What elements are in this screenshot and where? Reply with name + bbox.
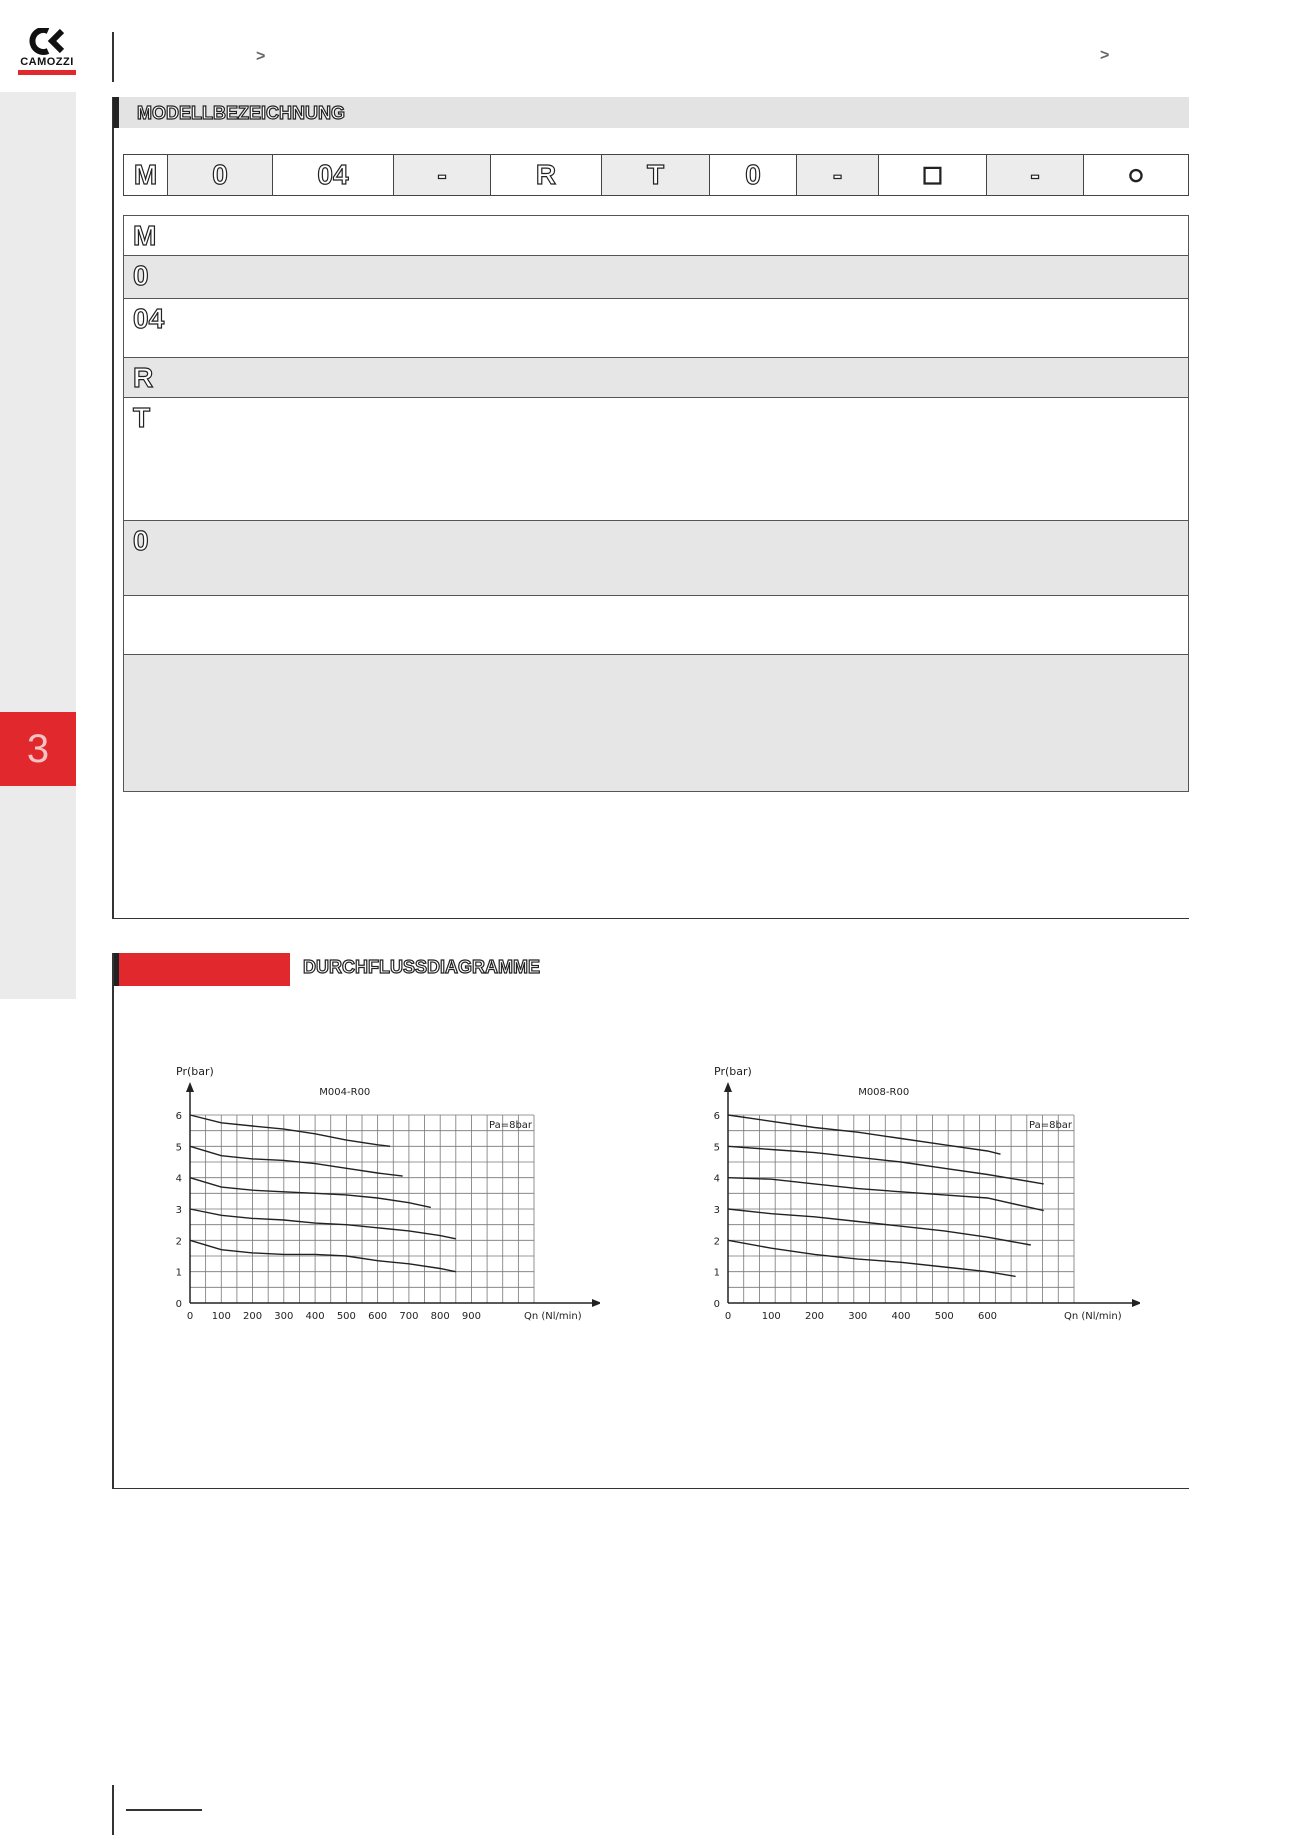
section-header-durchfluss [113, 953, 290, 986]
y-tick-label: 5 [713, 1142, 720, 1154]
row-code: 0 [133, 525, 149, 556]
series-line [728, 1209, 1031, 1245]
flow-chart-m008 [700, 1045, 1140, 1335]
x-axis-label: Qn (Nl/min) [524, 1311, 582, 1322]
footer-rule [126, 1809, 202, 1811]
y-tick-label: 5 [175, 1142, 182, 1154]
section-marker [113, 97, 119, 128]
sidebar [0, 92, 76, 999]
y-tick-label: 1 [175, 1267, 182, 1279]
table-row [124, 596, 1188, 655]
section-1-bottom-border [112, 918, 1189, 919]
y-tick-label: 4 [175, 1173, 182, 1185]
code-cell: □ [878, 155, 986, 195]
breadcrumb-chevron-right: > [1100, 47, 1110, 64]
flow-chart-m004 [160, 1045, 600, 1335]
row-code: 0 [133, 260, 149, 291]
code-cell: T [601, 155, 709, 195]
y-tick-label: 1 [713, 1267, 720, 1279]
y-tick-label: 2 [175, 1236, 182, 1248]
chart-title: M004-R00 [319, 1087, 371, 1098]
chart-annotation: Pa=8bar [489, 1120, 533, 1131]
section-1-left-border [112, 97, 114, 919]
series-line [190, 1209, 456, 1239]
x-tick-label: 500 [934, 1311, 954, 1322]
x-axis-label: Qn (Nl/min) [1064, 1311, 1122, 1322]
table-row [124, 299, 1188, 358]
series-line [190, 1178, 431, 1208]
chart-annotation: Pa=8bar [1029, 1120, 1073, 1131]
code-cell: ○ [1083, 155, 1189, 195]
section-title: MODELLBEZEICHNUNG [137, 103, 345, 123]
series-line [728, 1115, 1001, 1154]
x-tick-label: 600 [368, 1311, 388, 1322]
x-axis-arrow-icon [592, 1299, 600, 1307]
x-tick-label: 900 [461, 1311, 482, 1322]
chapter-tab[interactable] [0, 712, 76, 786]
code-cell: R [490, 155, 601, 195]
x-tick-label: 500 [336, 1311, 356, 1322]
y-tick-label: 3 [175, 1205, 182, 1216]
y-tick-label: 0 [713, 1299, 720, 1310]
section-2-left-border [112, 953, 114, 1489]
row-code: R [133, 362, 154, 393]
x-tick-label: 800 [430, 1311, 450, 1322]
code-cell: - [986, 155, 1083, 195]
breadcrumb-chevron-left: > [256, 48, 266, 65]
y-axis-label: Pr(bar) [176, 1065, 214, 1078]
table-row [124, 256, 1188, 299]
y-axis-label: Pr(bar) [714, 1065, 752, 1078]
table-row [124, 398, 1188, 521]
chapter-number: 3 [26, 726, 50, 771]
x-axis-arrow-icon [1132, 1299, 1140, 1307]
series-line [190, 1146, 403, 1176]
logo-mark-icon [14, 28, 80, 56]
series-line [728, 1240, 1016, 1276]
section-header-modellbezeichnung [113, 97, 1189, 128]
y-tick-label: 3 [713, 1205, 720, 1216]
row-code: T [133, 402, 151, 433]
x-tick-label: 700 [399, 1311, 419, 1322]
x-tick-label: 400 [891, 1311, 911, 1322]
code-cell: 0 [709, 155, 796, 195]
x-tick-label: 400 [305, 1311, 325, 1322]
table-row [124, 358, 1188, 398]
x-tick-label: 0 [186, 1311, 194, 1322]
y-tick-label: 6 [175, 1111, 182, 1122]
y-axis-arrow-icon [186, 1082, 194, 1092]
section-2-bottom-border [112, 1488, 1189, 1489]
code-cell: 04 [272, 155, 393, 195]
model-code-row [123, 154, 1189, 196]
y-tick-label: 2 [713, 1236, 720, 1248]
code-cell: 0 [167, 155, 272, 195]
y-tick-label: 0 [175, 1299, 182, 1310]
footer-divider [112, 1785, 114, 1835]
code-cell: - [796, 155, 878, 195]
model-description-table [123, 215, 1189, 792]
x-tick-label: 200 [242, 1311, 263, 1322]
x-tick-label: 200 [804, 1311, 825, 1322]
section-title-durchfluss: DURCHFLUSSDIAGRAMME [303, 957, 540, 977]
y-tick-label: 4 [713, 1173, 720, 1185]
table-row [124, 521, 1188, 596]
header-divider [112, 32, 114, 82]
table-row [124, 655, 1188, 791]
table-row [124, 216, 1188, 256]
code-cell: - [393, 155, 490, 195]
x-tick-label: 300 [274, 1311, 294, 1322]
logo-name: CAMOZZI [20, 56, 74, 68]
x-tick-label: 300 [848, 1311, 868, 1322]
camozzi-logo [14, 28, 80, 76]
x-tick-label: 0 [724, 1311, 732, 1322]
y-tick-label: 6 [713, 1111, 720, 1122]
x-tick-label: 100 [761, 1311, 781, 1322]
code-cell: M [123, 155, 167, 195]
logo-bar [18, 70, 76, 75]
y-axis-arrow-icon [724, 1082, 732, 1092]
row-code: M [133, 220, 157, 251]
x-tick-label: 600 [977, 1311, 998, 1322]
chart-title: M008-R00 [858, 1087, 910, 1098]
row-code: 04 [133, 303, 165, 334]
x-tick-label: 100 [211, 1311, 231, 1322]
